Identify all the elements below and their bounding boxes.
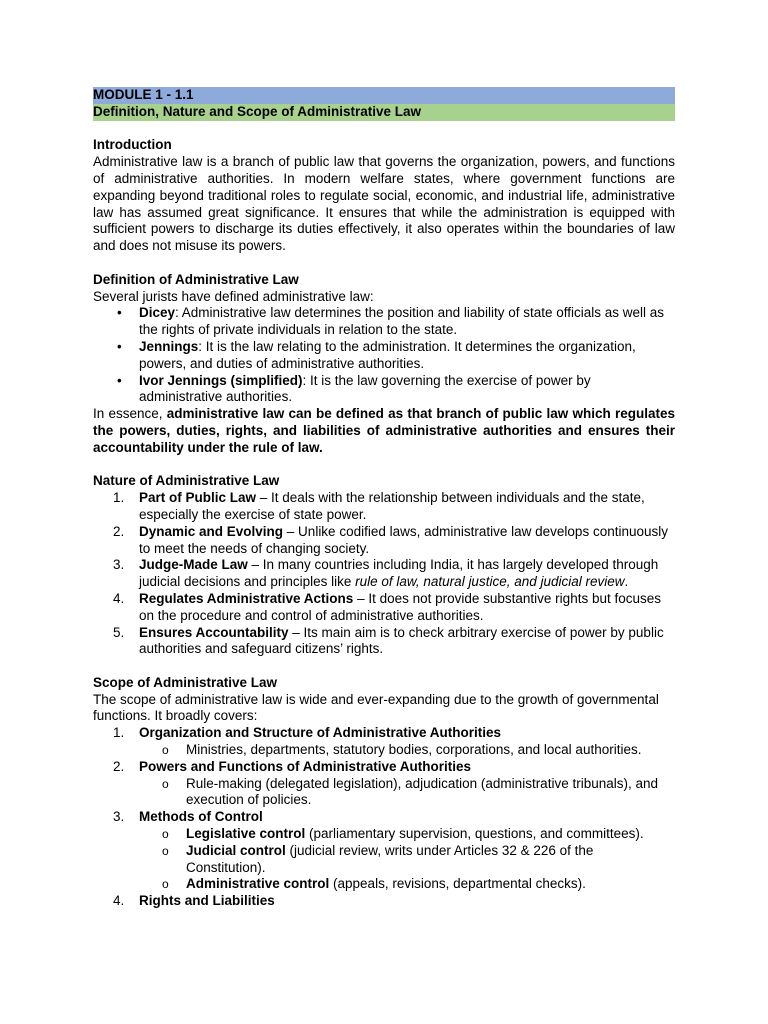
sub-list-item bbox=[93, 776, 675, 810]
item-term: Part of Public Law bbox=[139, 490, 257, 506]
sub-item-term: Legislative control bbox=[186, 826, 306, 842]
sub-list-item bbox=[93, 876, 675, 893]
sub-item-term: Judicial control bbox=[186, 842, 286, 858]
bullet-marker: • bbox=[117, 372, 122, 388]
item-term: Methods of Control bbox=[139, 809, 263, 825]
list-item bbox=[93, 759, 675, 776]
jurist-definition: : Administrative law determines the position and liability of state officials as well as the rights of private individuals in relation to the state. bbox=[139, 305, 665, 338]
sub-bullet-marker: o bbox=[162, 743, 169, 758]
scope-lead: The scope of administrative law is wide and ever-expanding due to the growth of governmental functions. It broadly covers: bbox=[93, 691, 659, 724]
sub-item-text: (parliamentary supervision, questions, and committees). bbox=[305, 826, 644, 842]
list-item bbox=[93, 625, 675, 659]
item-term: Powers and Functions of Administrative Authorities bbox=[139, 758, 472, 774]
definition-lead: Several jurists have defined administrative law: bbox=[93, 288, 374, 304]
document-page bbox=[93, 87, 675, 910]
definition-heading: Definition of Administrative Law bbox=[93, 271, 299, 287]
jurist-name: Jennings bbox=[139, 338, 199, 354]
jurist-definition: : It is the law governing the exercise of power by administrative authorities. bbox=[139, 372, 591, 405]
scope-heading: Scope of Administrative Law bbox=[93, 674, 278, 690]
sub-item-text: (appeals, revisions, departmental checks). bbox=[329, 876, 586, 892]
list-item bbox=[93, 490, 675, 524]
module-label: MODULE 1 - 1.1 bbox=[93, 87, 675, 104]
list-number: 3. bbox=[113, 557, 125, 573]
list-item bbox=[93, 893, 675, 910]
item-text: – Its main aim is to check arbitrary exercise of power by public authorities and safeguard citizens’ rights. bbox=[139, 624, 664, 657]
list-item bbox=[93, 373, 675, 407]
sub-list-item bbox=[93, 843, 675, 877]
sub-bullet-marker: o bbox=[162, 877, 169, 892]
list-item bbox=[93, 305, 675, 339]
sub-bullet-marker: o bbox=[162, 776, 169, 791]
jurist-name: Dicey bbox=[139, 305, 176, 321]
sub-bullet-marker: o bbox=[162, 843, 169, 858]
bullet-marker: • bbox=[117, 305, 122, 321]
list-number: 1. bbox=[113, 490, 125, 506]
item-text: – In many countries including India, it has largely developed through judicial decisions and principles like bbox=[139, 557, 659, 590]
jurist-name: Ivor Jennings (simplified) bbox=[139, 372, 303, 388]
list-item bbox=[93, 339, 675, 373]
sub-item-text: Rule-making (delegated legislation), adjudication (administrative tribunals), and execution of policies. bbox=[186, 775, 658, 808]
item-term: Judge-Made Law bbox=[139, 557, 248, 573]
list-item bbox=[93, 557, 675, 591]
item-text: – Unlike codified laws, administrative law develops continuously to meet the needs of changing society. bbox=[139, 523, 668, 556]
list-number: 5. bbox=[113, 624, 125, 640]
essence-definition: administrative law can be defined as that branch of public law which regulates the powers, duties, rights, and liabilities of administrative authorities and ensures their accountability under the rule of law. bbox=[93, 406, 675, 455]
item-term: Rights and Liabilities bbox=[139, 893, 275, 909]
nature-heading: Nature of Administrative Law bbox=[93, 473, 280, 489]
item-term: Regulates Administrative Actions bbox=[139, 590, 354, 606]
sub-item-text: (judicial review, writs under Articles 32 & 226 of the Constitution). bbox=[186, 842, 594, 875]
sub-list-item bbox=[93, 742, 675, 759]
essence-prefix: In essence, bbox=[93, 406, 167, 422]
sub-list-item bbox=[93, 826, 675, 843]
bullet-marker: • bbox=[117, 338, 122, 354]
sub-item-text: Ministries, departments, statutory bodies, corporations, and local authorities. bbox=[186, 742, 642, 758]
list-number: 3. bbox=[113, 809, 125, 825]
item-term: Organization and Structure of Administrative Authorities bbox=[139, 725, 502, 741]
list-number: 4. bbox=[113, 590, 125, 606]
list-item bbox=[93, 524, 675, 558]
item-text: – It does not provide substantive rights but focuses on the procedure and control of administrative authorities. bbox=[139, 590, 661, 623]
item-text: – It deals with the relationship between individuals and the state, especially the exercise of state power. bbox=[139, 490, 645, 522]
intro-paragraph: Administrative law is a branch of public law that governs the organization, powers, and functions of administrative authorities. In modern welfare states, where government functions are expanding beyond traditional roles to regulate social, economic, and industrial life, administrative law has assumed great significance. It ensures that while the administration is equipped with sufficient powers to discharge its duties effectively, it also operates within the boundaries of law and does not misuse its powers. bbox=[93, 154, 675, 254]
sub-bullet-marker: o bbox=[162, 827, 169, 842]
list-number: 1. bbox=[113, 725, 125, 741]
list-item bbox=[93, 809, 675, 826]
essence-paragraph bbox=[93, 406, 675, 456]
sub-item-term: Administrative control bbox=[186, 876, 330, 892]
item-term: Ensures Accountability bbox=[139, 624, 289, 640]
list-item bbox=[93, 725, 675, 742]
list-number: 2. bbox=[113, 523, 125, 539]
list-item bbox=[93, 591, 675, 625]
document-title: Definition, Nature and Scope of Administrative Law bbox=[93, 104, 675, 121]
list-number: 2. bbox=[113, 758, 125, 774]
jurist-definition: : It is the law relating to the administration. It determines the organization, powers, and duties of administrative authorities. bbox=[139, 338, 636, 371]
list-number: 4. bbox=[113, 893, 125, 909]
intro-heading: Introduction bbox=[93, 137, 172, 153]
item-tail: . bbox=[624, 574, 629, 590]
item-italic-text: rule of law, natural justice, and judicial review bbox=[355, 574, 625, 590]
item-term: Dynamic and Evolving bbox=[139, 523, 284, 539]
